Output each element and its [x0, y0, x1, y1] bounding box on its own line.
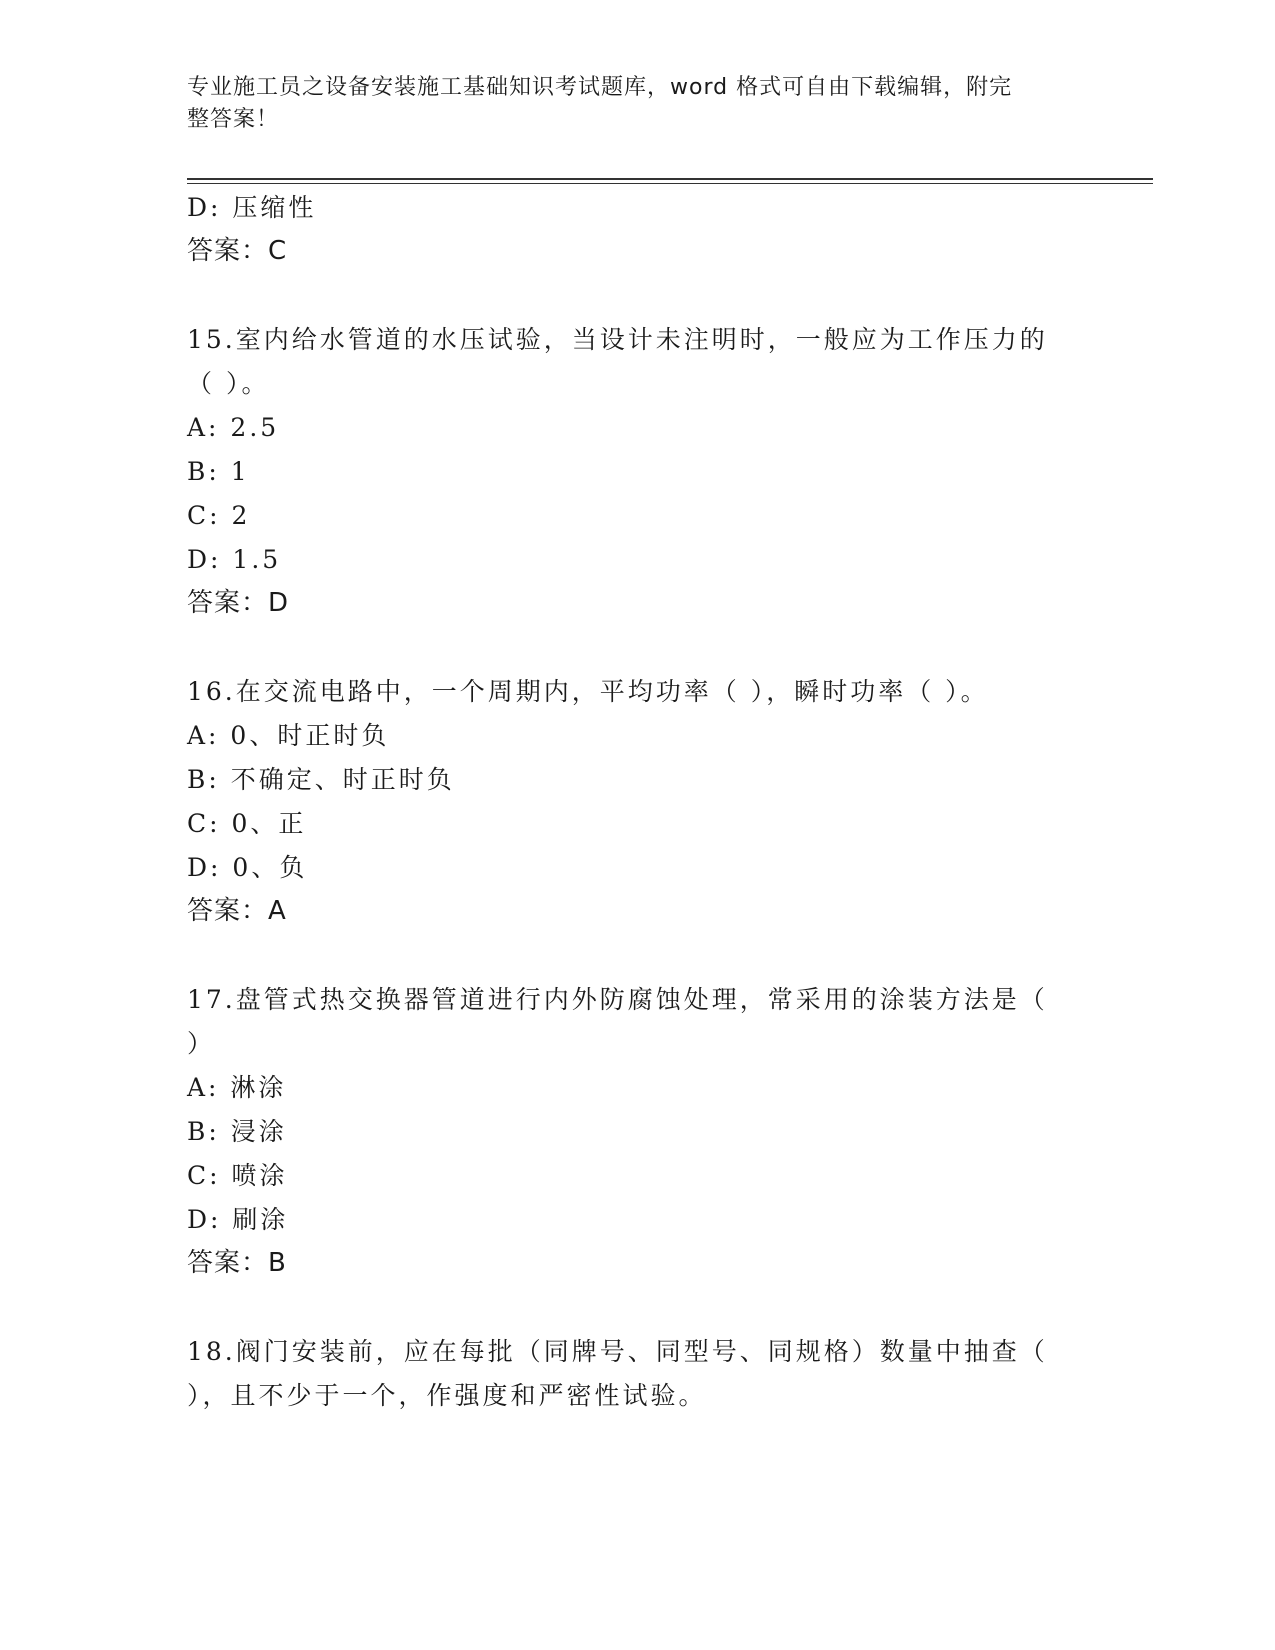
q16-option-b: B: 不确定、时正时负 — [187, 765, 455, 794]
prev-answer: 答案：C — [187, 236, 288, 266]
q15-stem-line-1: 15.室内给水管道的水压试验，当设计未注明时，一般应为工作压力的 — [187, 325, 1048, 354]
q15-option-d: D: 1.5 — [187, 545, 282, 574]
q17-option-b: B: 浸涂 — [187, 1117, 287, 1146]
q18-stem-line-1: 18.阀门安装前，应在每批（同牌号、同型号、同规格）数量中抽查（ — [187, 1337, 1048, 1366]
q15-stem-line-2: （ ）。 — [187, 369, 270, 398]
q16-stem-line-1: 16.在交流电路中，一个周期内，平均功率（ ），瞬时功率（ ）。 — [187, 677, 989, 706]
q17-answer: 答案：B — [187, 1248, 287, 1278]
prev-option-d: D: 压缩性 — [187, 193, 317, 222]
q16-option-c: C: 0、正 — [187, 809, 307, 838]
q15-answer: 答案：D — [187, 588, 290, 618]
header-divider-thin — [187, 183, 1153, 184]
q15-option-c: C: 2 — [187, 501, 251, 530]
header-divider-thick — [187, 178, 1153, 180]
q17-option-d: D: 刷涂 — [187, 1205, 289, 1234]
q17-option-a: A: 淋涂 — [187, 1073, 287, 1102]
q17-stem-line-1: 17.盘管式热交换器管道进行内外防腐蚀处理，常采用的涂装方法是（ — [187, 985, 1048, 1014]
q16-option-a: A: 0、时正时负 — [187, 721, 390, 750]
q15-option-b: B: 1 — [187, 457, 250, 486]
q15-option-a: A: 2.5 — [187, 413, 280, 442]
document-header — [187, 72, 1067, 136]
q17-option-c: C: 喷涂 — [187, 1161, 288, 1190]
q18-stem-line-2: ），且不少于一个，作强度和严密性试验。 — [187, 1381, 707, 1410]
q16-option-d: D: 0、负 — [187, 853, 308, 882]
header-line-1: 专业施工员之设备安装施工基础知识考试题库，word 格式可自由下载编辑，附完 — [187, 75, 1013, 100]
header-line-2: 整答案！ — [187, 107, 280, 132]
q16-answer: 答案：A — [187, 896, 287, 926]
q17-stem-line-2: ） — [187, 1029, 216, 1058]
